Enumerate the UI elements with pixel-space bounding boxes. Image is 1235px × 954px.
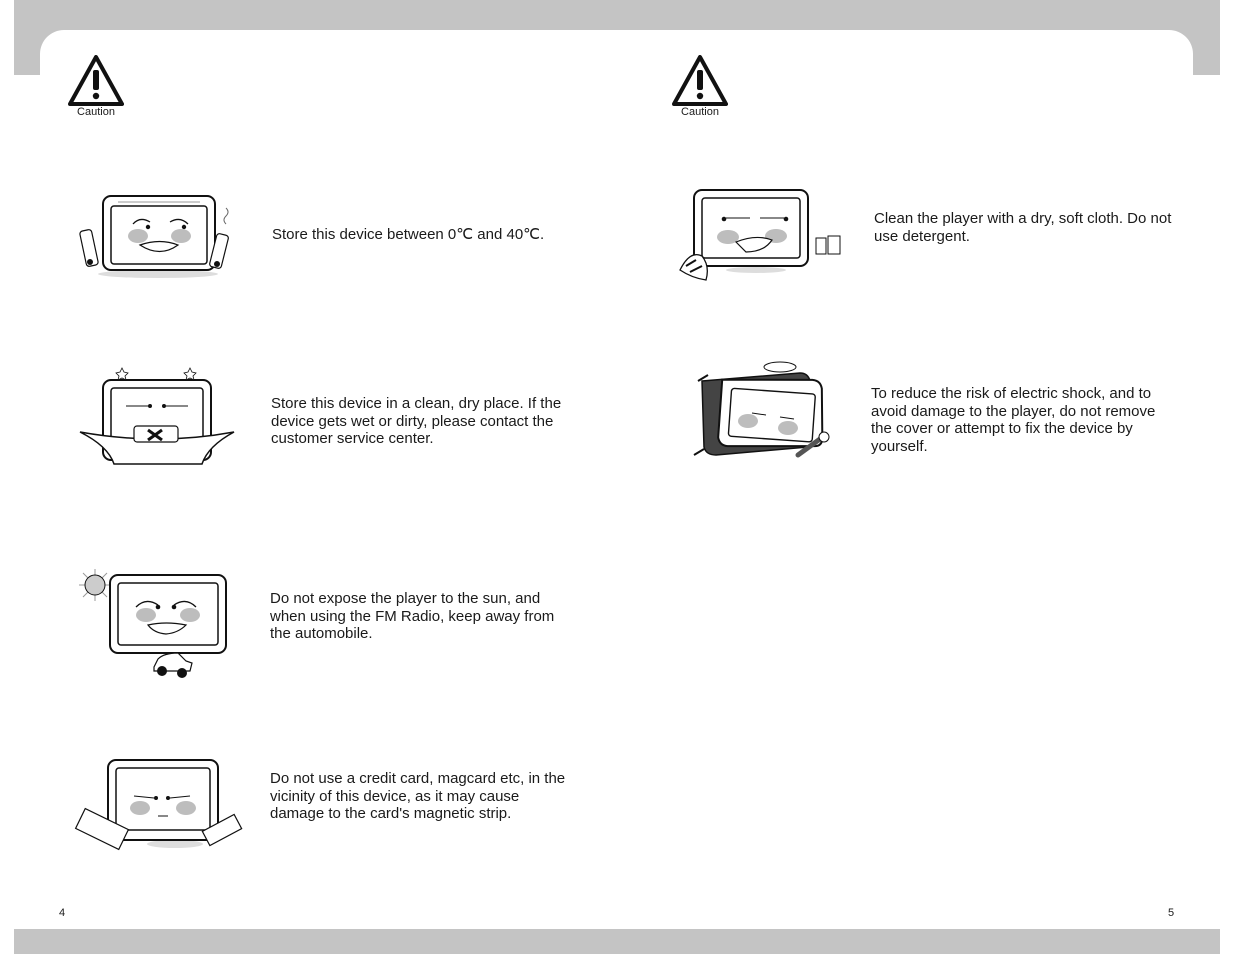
item-text-electric-shock: To reduce the risk of electric shock, and to avoid damage to the player, do not remove the cover or attempt to fix the device by yourself. <box>871 385 1156 455</box>
page-number-left: 4 <box>59 907 66 919</box>
caution-label: Caution <box>681 106 719 118</box>
item-text-cloth-cleaning: Clean the player with a dry, soft cloth. Do not use detergent. <box>874 210 1172 245</box>
item-text-temperature: Store this device between 0℃ and 40℃. <box>272 226 545 243</box>
illustration-magnetic-card <box>70 758 245 863</box>
caution-left <box>66 55 126 118</box>
caution-label: Caution <box>77 106 115 118</box>
illustration-clean-dry <box>78 362 238 475</box>
item-text-sun-car: Do not expose the player to the sun, and when using the FM Radio, keep away from the automobile. <box>270 590 555 642</box>
wrench-opened-device-icon <box>690 355 840 467</box>
item-text-magnetic-card: Do not use a credit card, magcard etc, in the vicinity of this device, as it may cause damage to the card's magnetic strip. <box>270 770 566 822</box>
caution-right <box>670 55 730 118</box>
illustration-temperature <box>78 190 248 285</box>
credit-card-device-icon <box>70 758 245 858</box>
illustration-sun-car <box>74 567 234 687</box>
page-number-right: 5 <box>1168 907 1175 919</box>
wet-device-icon <box>78 362 238 470</box>
thermometer-device-icon <box>78 190 248 280</box>
warning-triangle-icon <box>68 55 124 107</box>
cloth-detergent-device-icon <box>676 186 846 286</box>
item-text-clean-dry: Store this device in a clean, dry place. If the device gets wet or dirty, please contact the customer service center. <box>271 395 562 447</box>
bottom-band <box>14 929 1220 954</box>
sun-car-device-icon <box>74 567 234 682</box>
illustration-cloth-cleaning <box>676 186 846 291</box>
illustration-electric-shock <box>690 355 840 472</box>
warning-triangle-icon <box>672 55 728 107</box>
